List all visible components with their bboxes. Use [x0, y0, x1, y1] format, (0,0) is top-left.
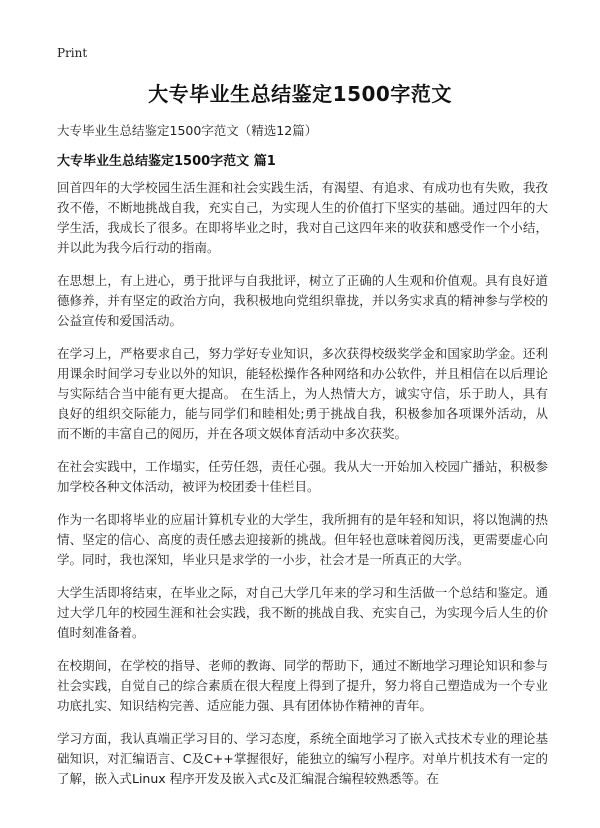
print-label: Print — [57, 46, 88, 60]
paragraph-3: 在学习上，严格要求自己，努力学好专业知识，多次获得校级奖学金和国家助学金。还利用课余时间学习专业以外的知识，能轻松操作各种网络和办公软件，并且相信在以后理论与实际结合当中能有更大提高。 在生活上，为人热情大方，诚实守信，乐于助人，具有良好的组织交际能力，能与同学们和睦相处;勇于挑战自我，积极参加各项课外活动，从而不断的丰富自己的阅历，并在各项文娱体育活动中多次获奖。 — [57, 346, 548, 441]
document-body — [57, 178, 548, 802]
section-heading: 大专毕业生总结鉴定1500字范文 篇1 — [57, 154, 276, 169]
paragraph-5: 作为一名即将毕业的应届计算机专业的大学生，我所拥有的是年轻和知识，将以饱满的热情、坚定的信心、高度的责任感去迎接新的挑战。但年轻也意味着阅历浅，更需要虚心向学。同时，我也深知，毕业只是求学的一小步，社会才是一所真正的大学。 — [57, 512, 548, 567]
paragraph-2: 在思想上，有上进心，勇于批评与自我批评，树立了正确的人生观和价值观。具有良好道德修养，并有坚定的政治方向，我积极地向党组织靠拢，并以务实求真的精神参与学校的公益宣传和爱国活动。 — [57, 273, 548, 328]
paragraph-1: 回首四年的大学校园生活生涯和社会实践生活，有渴望、有追求、有成功也有失败，我孜孜不倦，不断地挑战自我，充实自己，为实现人生的价值打下坚实的基础。通过四年的大学生活，我成长了很多。在即将毕业之时，我对自己这四年来的收获和感受作一个小结，并以此为我今后行动的指南。 — [57, 180, 548, 255]
document-subtitle: 大专毕业生总结鉴定1500字范文（精选12篇） — [57, 123, 318, 138]
paragraph-8: 学习方面，我认真端正学习目的、学习态度，系统全面地学习了嵌入式技术专业的理论基础知识，对汇编语言、C及C++掌握很好，能独立的编写小程序。对单片机技术有一定的了解，嵌入式Linux 程序开发及嵌入式c及汇编混合编程较熟悉等。在 — [57, 731, 548, 786]
paragraph-7: 在校期间，在学校的指导、老师的教诲、同学的帮助下，通过不断地学习理论知识和参与社会实践，自觉自己的综合素质在很大程度上得到了提升，努力将自己塑造成为一个专业功底扎实、知识结构完善、适应能力强、具有团体协作精神的青年。 — [57, 658, 548, 713]
paragraph-4: 在社会实践中，工作塌实，任劳任怨，责任心强。我从大一开始加入校园广播站，积极参加学校各种文体活动，被评为校团委十佳栏目。 — [57, 459, 548, 494]
paragraph-6: 大学生活即将结束，在毕业之际，对自己大学几年来的学习和生活做一个总结和鉴定。通过大学几年的校园生涯和社会实践，我不断的挑战自我、充实自己，为实现今后人生的价值时刻准备着。 — [57, 585, 548, 640]
document-title: 大专毕业生总结鉴定1500字范文 — [148, 82, 452, 106]
